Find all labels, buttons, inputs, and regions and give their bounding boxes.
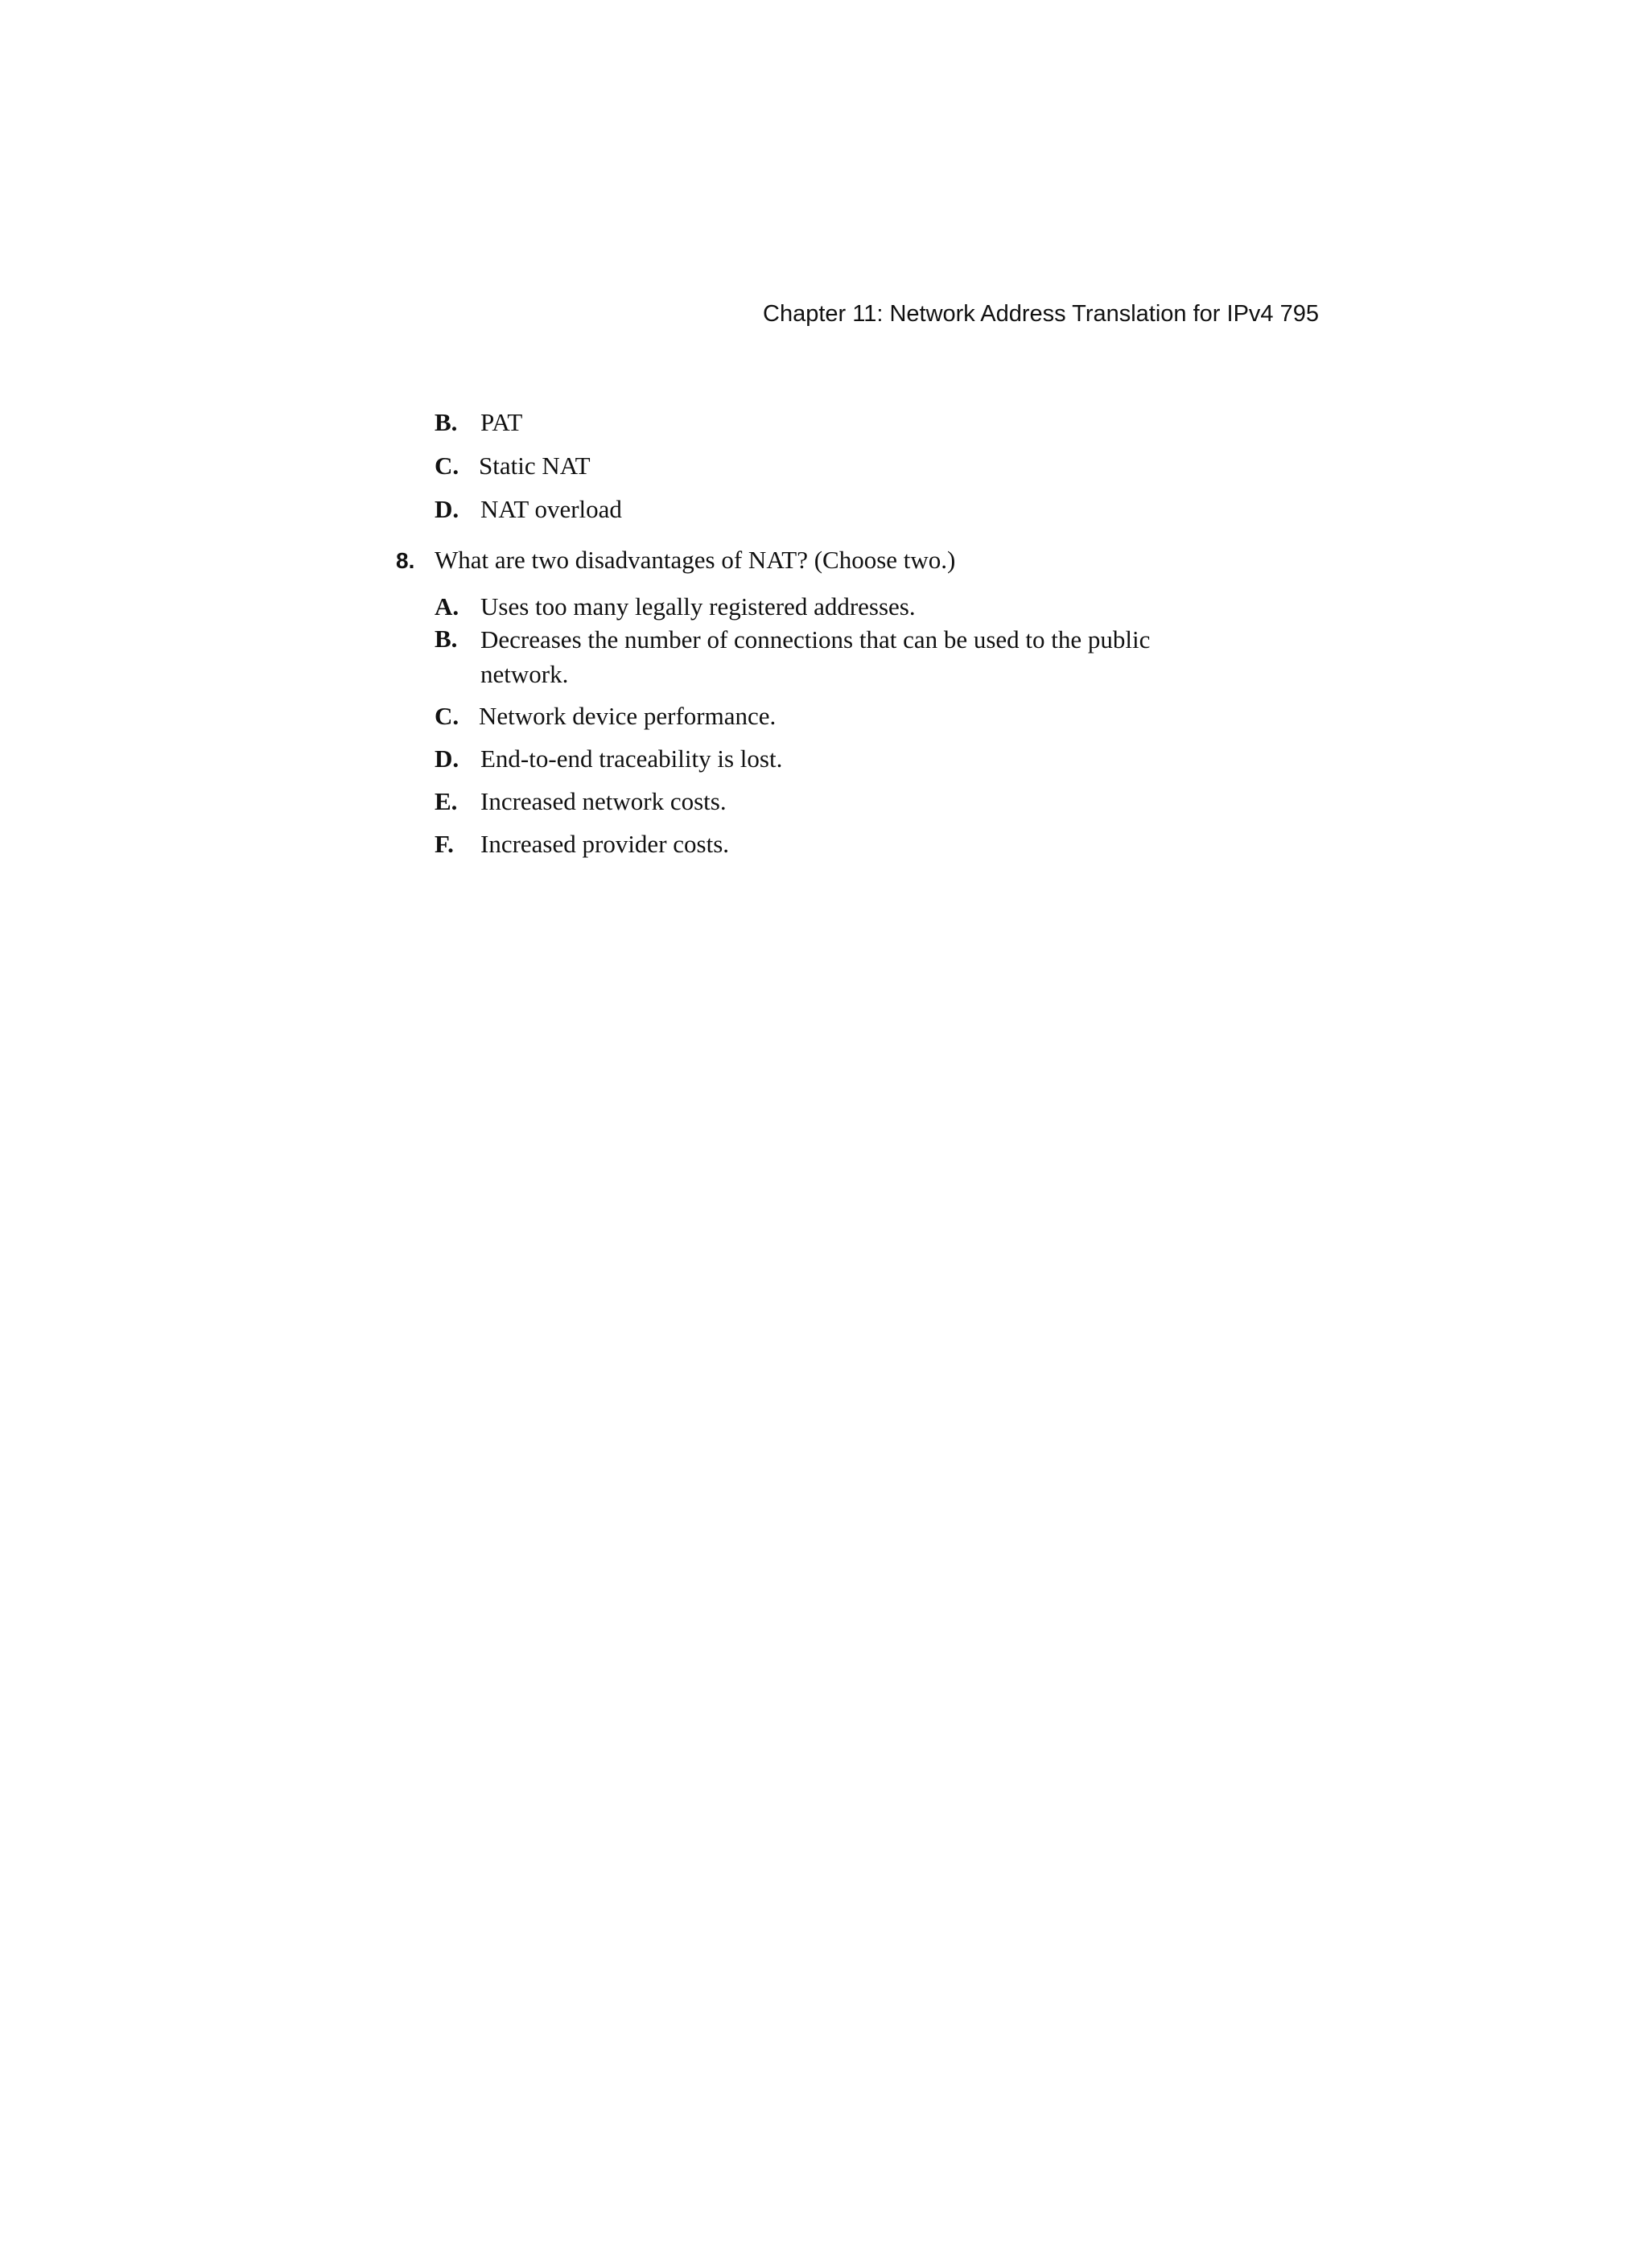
- option-text: Static NAT: [479, 452, 591, 480]
- option-letter: B.: [435, 408, 458, 436]
- option-letter: F.: [435, 830, 454, 858]
- option-text: Increased network costs.: [480, 787, 727, 815]
- option-text: NAT overload: [480, 495, 622, 523]
- question-number: 8.: [396, 548, 415, 573]
- option-letter: A.: [435, 592, 459, 621]
- question-text: What are two disadvantages of NAT? (Choose two.): [435, 546, 956, 574]
- option-letter: D.: [435, 744, 459, 773]
- option-letter: C.: [435, 702, 459, 730]
- running-head: Chapter 11: Network Address Translation for IPv4 795: [763, 301, 1319, 327]
- option-text: PAT: [480, 408, 523, 436]
- option-text: Network device performance.: [479, 702, 777, 730]
- option-letter: B.: [435, 625, 458, 653]
- option-letter: E.: [435, 787, 458, 815]
- option-letter: C.: [435, 452, 459, 480]
- option-text: Increased provider costs.: [480, 830, 730, 858]
- option-text: End-to-end traceability is lost.: [480, 744, 783, 773]
- option-letter: D.: [435, 495, 459, 523]
- option-text: Uses too many legally registered addresses.: [480, 592, 916, 621]
- option-text: Decreases the number of connections that can be used to the public network.: [480, 625, 1151, 688]
